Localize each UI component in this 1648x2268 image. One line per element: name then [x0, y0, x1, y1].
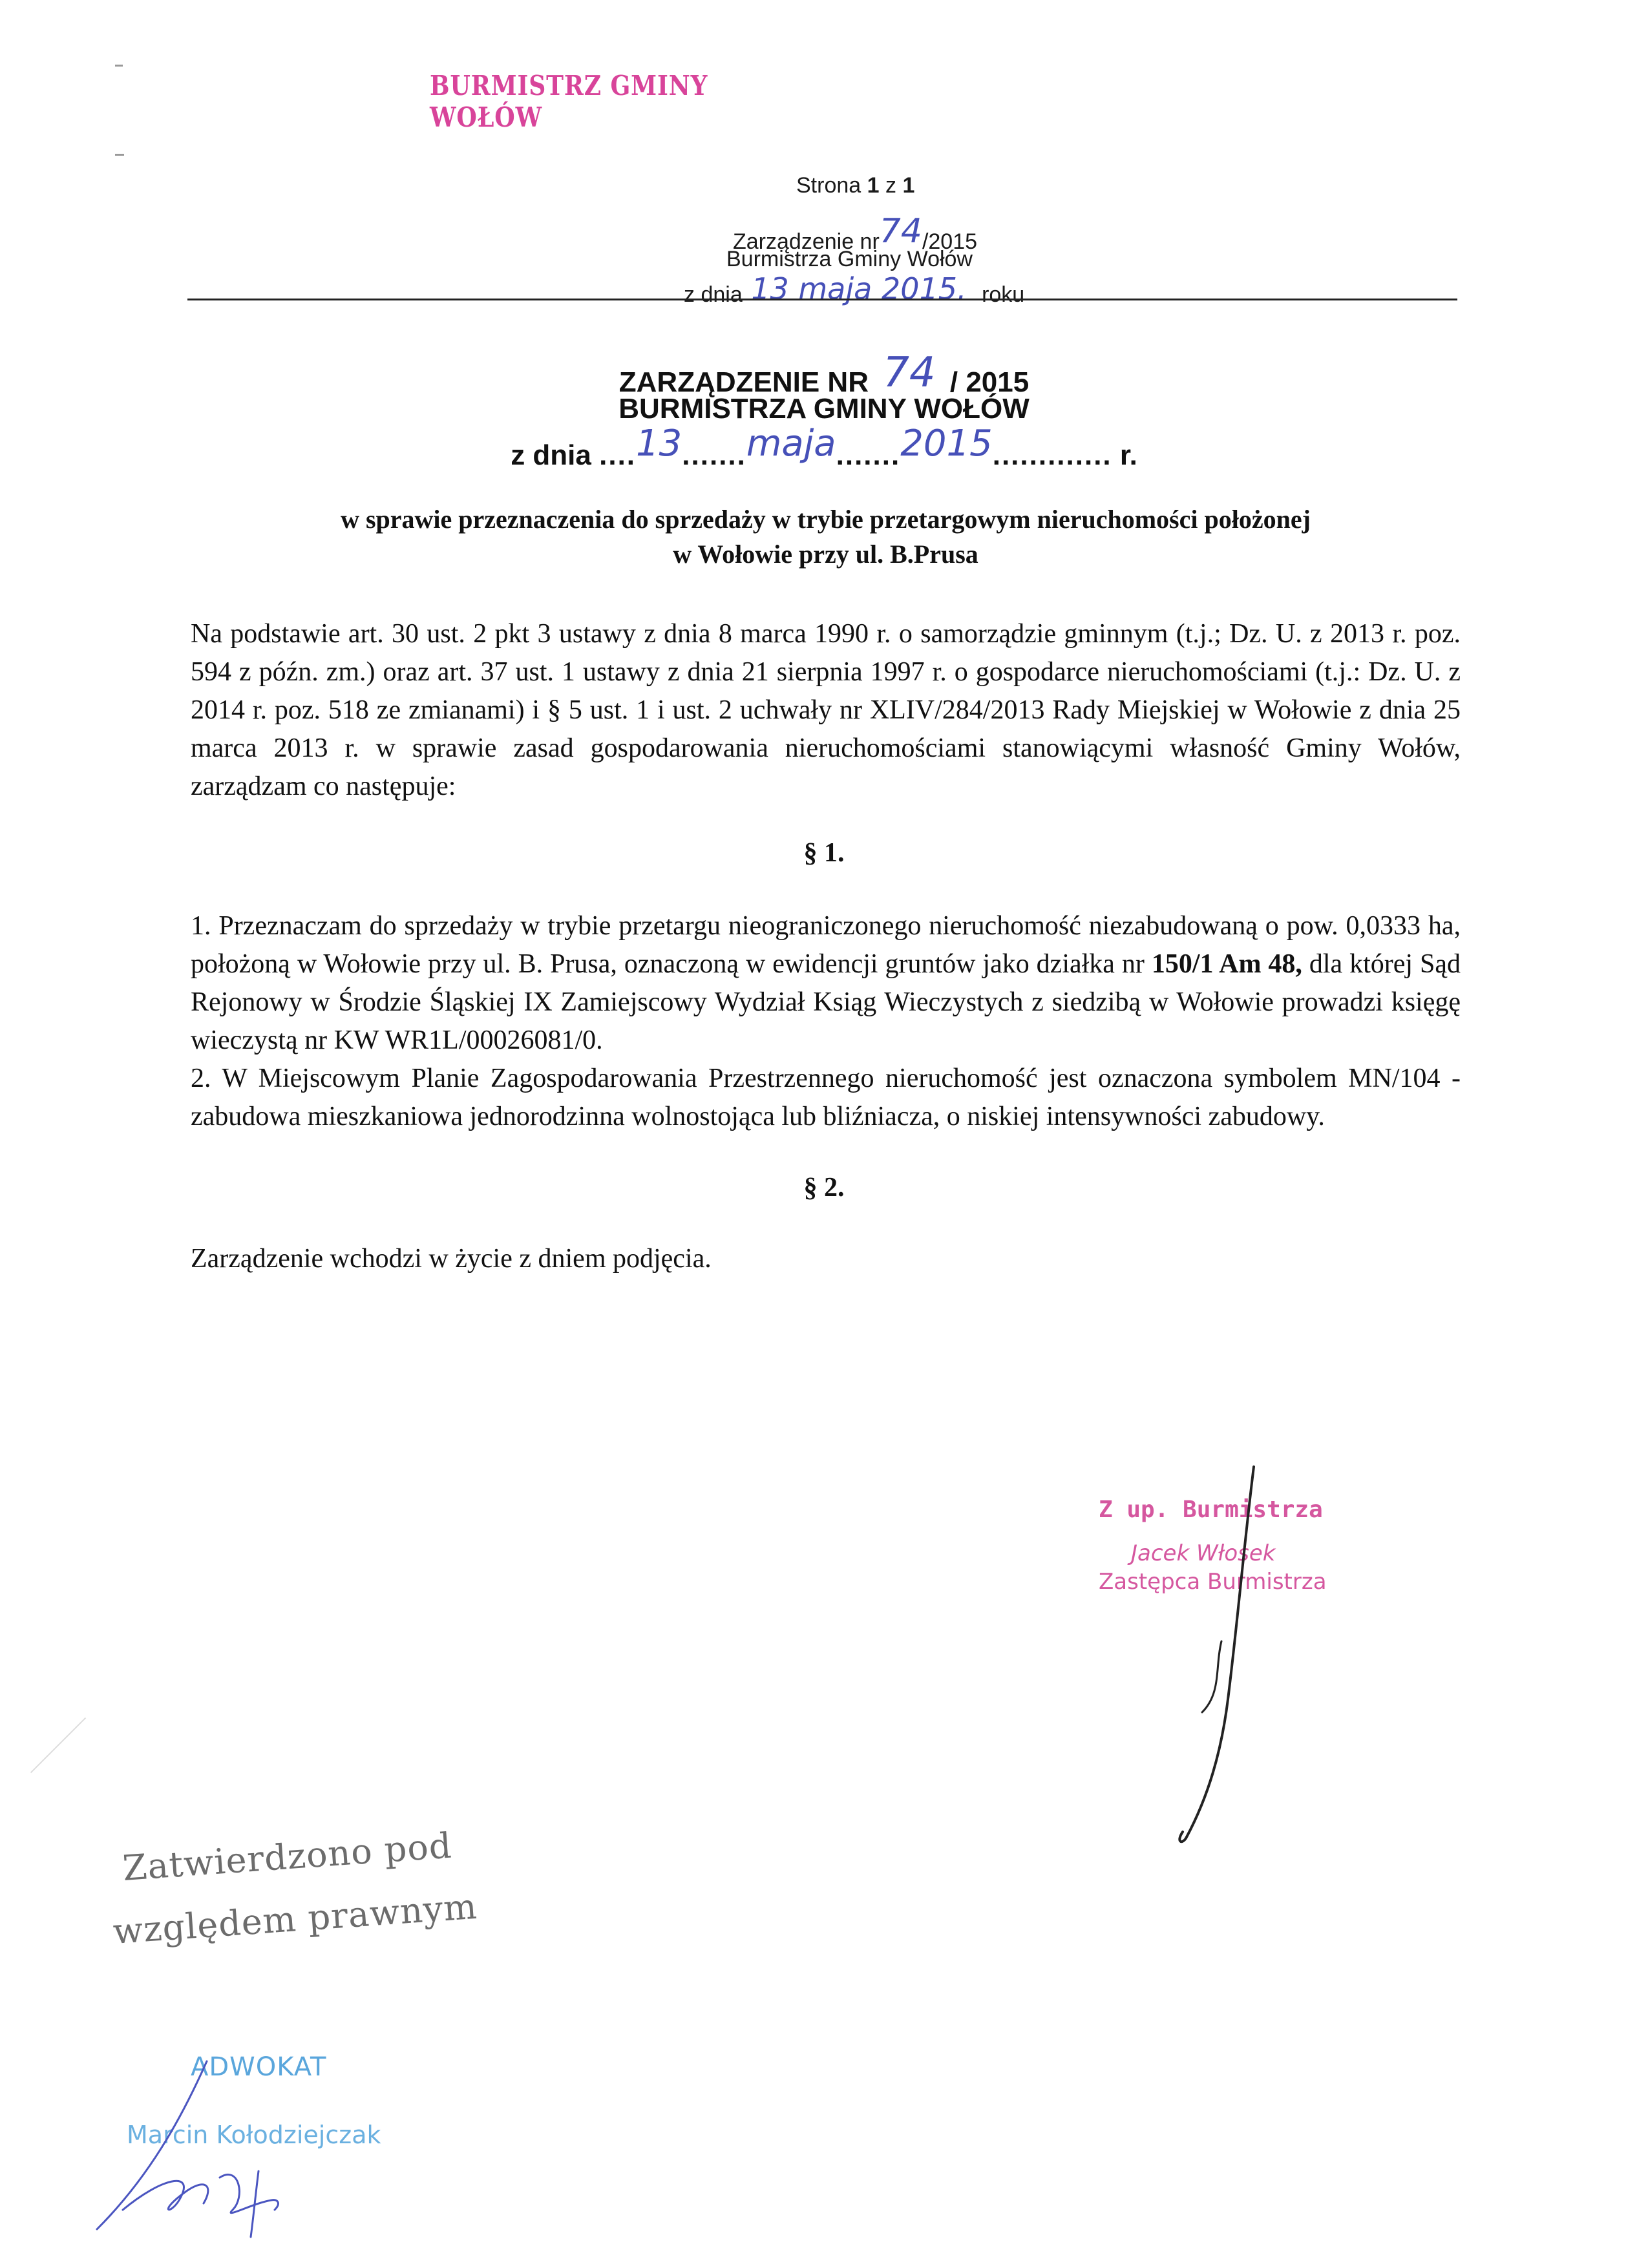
signature-stamp-line-1: Z up. Burmistrza — [1099, 1496, 1323, 1523]
handwritten-day: 13 — [636, 423, 682, 465]
document-date: z dnia ....13.......maja.......2015............. r. — [511, 423, 1137, 471]
section-2-text: Zarządzenie wchodzi w życie z dniem podjęcia. — [191, 1244, 712, 1274]
date-line: z dnia 13 maja 2015. roku — [684, 271, 1025, 307]
section-1-point-1: 1. Przeznaczam do sprzedaży w trybie przetargu nieograniczonego nieruchomość niezabudowaną o pow. 0,0333 ha, położoną w Wołowie przy ul. B. Prusa, oznaczoną w ewidencji gruntów jako działka nr 150/1 Am 48, dla której Sąd Rejonowy w Środzie Śląskiej IX Zamiejscowy Wydział Ksiąg Wieczystych z siedzibą w Wołowie prowadzi księgę wieczystą nr KW WR1L/00026081/0. — [191, 911, 1461, 1055]
lawyer-signature — [84, 2048, 355, 2242]
scan-mark — [115, 65, 123, 67]
signature-stamp-line-2: Jacek Włosek — [1131, 1540, 1276, 1566]
handwritten-title-number: 74 — [883, 349, 936, 397]
section-1-point-2: 2. W Miejscowym Planie Zagospodarowania Przestrzennego nieruchomość jest oznaczona symbolem MN/104 - zabudowa mieszkaniowa jednorodzinna wolnostojąca lub bliźniacza, o niskiej intensywności zabudowy. — [191, 1064, 1461, 1131]
document-title: ZARZĄDZENIE NR 74 / 2015 — [618, 349, 1030, 398]
header-divider — [187, 299, 1457, 300]
order-reference-line: Zarządzenie nr74/2015 — [733, 212, 978, 254]
document-issuer: BURMISTRZA GMINY WOŁÓW — [618, 393, 1030, 425]
page-number-line: Strona 1 z 1 — [796, 173, 915, 198]
approval-stamp-line-2: względem prawnym — [111, 1885, 479, 1952]
handwritten-date: 13 maja 2015. — [751, 271, 967, 306]
subject-line-1: w sprawie przeznaczenia do sprzedaży w trybie przetargowym nieruchomości położonej — [341, 505, 1311, 534]
section-1-mark: § 1. — [803, 838, 845, 868]
section-2-mark: § 2. — [803, 1173, 845, 1202]
lawyer-stamp-name: Marcin Kołodziejczak — [127, 2121, 381, 2149]
handwritten-order-number: 74 — [879, 212, 922, 251]
page-current: 1 — [867, 173, 880, 198]
scan-artifact — [30, 1717, 86, 1773]
handwritten-signature — [1125, 1454, 1267, 1854]
parcel-number: 150/1 Am 48, — [1151, 949, 1302, 979]
subject-line-2: w Wołowie przy ul. B.Prusa — [673, 540, 978, 569]
approval-stamp-line-1: Zatwierdzono pod — [121, 1825, 454, 1889]
scan-mark — [115, 154, 124, 156]
handwritten-year: 2015 — [900, 423, 993, 465]
lawyer-stamp-title: ADWOKAT — [191, 2052, 327, 2082]
preamble-paragraph: Na podstawie art. 30 ust. 2 pkt 3 ustawy z dnia 8 marca 1990 r. o samorządzie gminnym (t.j.; Dz. U. z 2013 r. poz. 594 z późn. zm.) oraz art. 37 ust. 1 ustawy z dnia 21 sierpnia 1997 r. o gospodarce nieruchomościami (t.j.: Dz. U. z 2014 r. poz. 518 ze zmianami) i § 5 ust. 1 i ust. 2 uchwały nr XLIV/284/2013 Rady Miejskiej w Wołowie z dnia 25 marca 2013 r. w sprawie zasad gospodarowania nieruchomościami stanowiącymi własność Gminy Wołów, zarządzam co następuje: — [191, 619, 1461, 801]
signature-stamp-line-3: Zastępca Burmistrza — [1099, 1569, 1327, 1595]
page-total: 1 — [902, 173, 915, 198]
issuer-stamp: BURMISTRZ GMINY WOŁÓW — [430, 70, 708, 133]
issuer-line: Burmistrza Gminy Wołów — [726, 247, 973, 271]
handwritten-month: maja — [746, 423, 836, 465]
